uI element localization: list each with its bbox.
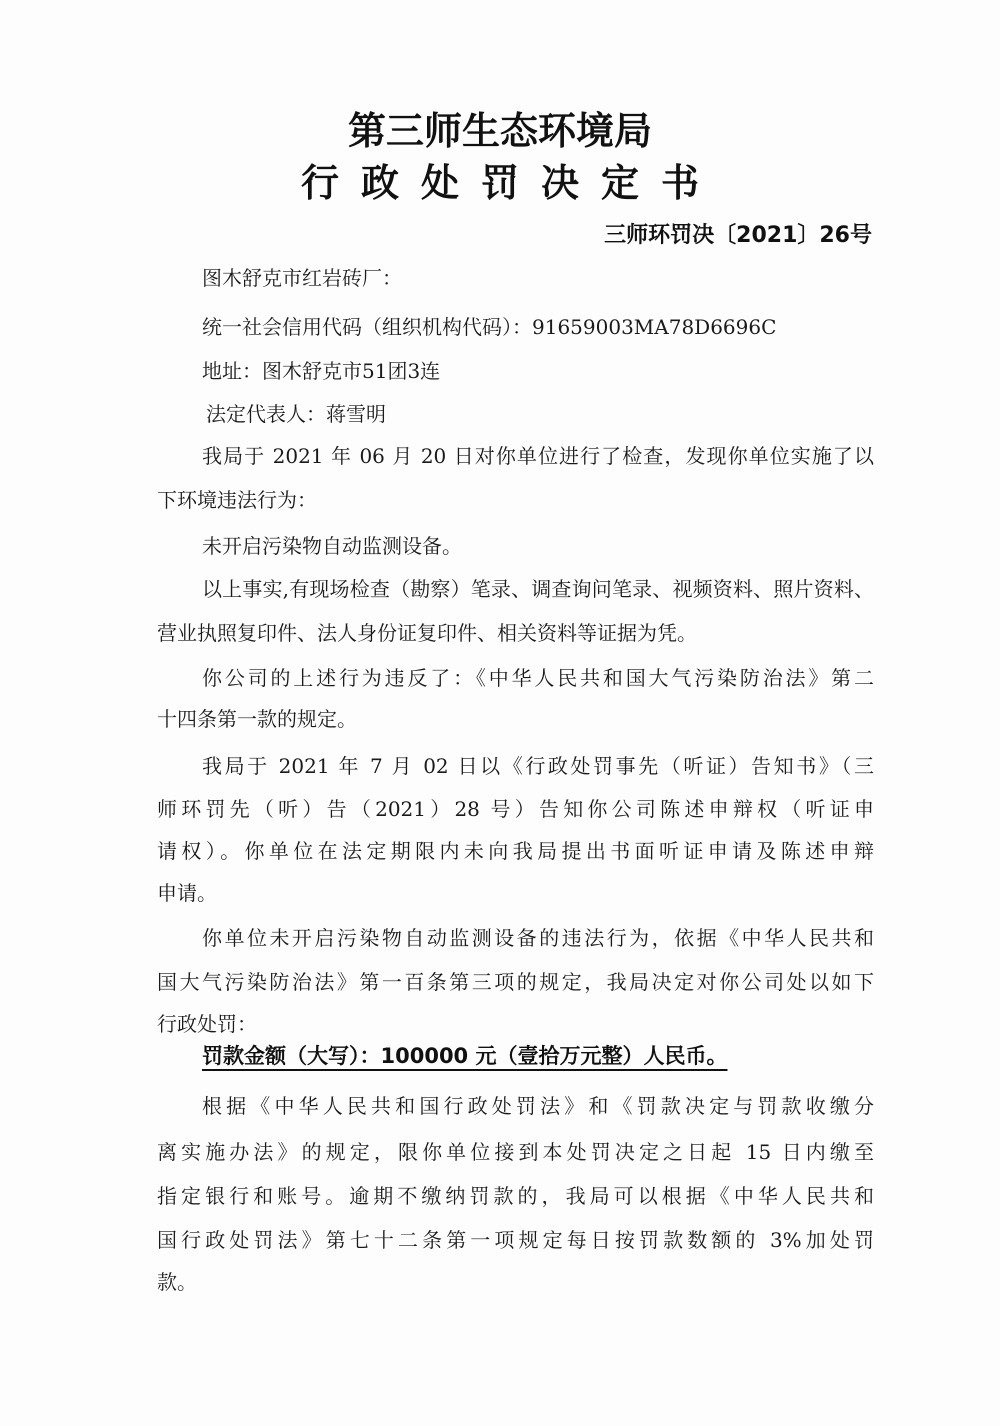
- evidence-paragraph-line1: 以上事实,有现场检查（勘察）笔录、调查询问笔录、视频资料、照片资料、: [202, 577, 874, 601]
- payment-paragraph-line5: 款。: [157, 1270, 197, 1294]
- legal-representative: 法定代表人：蒋雪明: [206, 402, 386, 426]
- payment-paragraph-line4: 国行政处罚法》第七十二条第一项规定每日按罚款数额的 3%加处罚: [157, 1228, 874, 1252]
- notice-paragraph-line1: 我局于 2021 年 7 月 02 日以《行政处罚事先（听证）告知书》（三: [202, 754, 874, 778]
- violation-description: 未开启污染物自动监测设备。: [202, 534, 462, 558]
- agency-title: 第三师生态环境局: [347, 109, 652, 153]
- payment-paragraph-line3: 指定银行和账号。逾期不缴纳罚款的，我局可以根据《中华人民共和: [157, 1184, 874, 1208]
- inspection-paragraph-line2: 下环境违法行为：: [157, 488, 317, 512]
- document-type-title: 行政处罚决定书: [300, 161, 721, 205]
- party-address: 地址：图木舒克市51团3连: [202, 359, 441, 383]
- document-number: 三师环罚决〔2021〕26号: [604, 223, 872, 248]
- notice-paragraph-line2: 师环罚先（听）告（2021）28 号）告知你公司陈述申辩权（听证申: [157, 797, 874, 821]
- fine-amount: 罚款金额（大写）：100000 元（壹拾万元整）人民币。: [202, 1044, 728, 1068]
- credit-code: 统一社会信用代码（组织机构代码）：91659003MA78D6696C: [202, 315, 777, 339]
- notice-paragraph-line3: 请权）。你单位在法定期限内未向我局提出书面听证申请及陈述申辩: [157, 839, 874, 863]
- inspection-paragraph-line1: 我局于 2021 年 06 月 20 日对你单位进行了检查，发现你单位实施了以: [202, 444, 874, 468]
- payment-paragraph-line1: 根据《中华人民共和国行政处罚法》和《罚款决定与罚款收缴分: [202, 1094, 874, 1118]
- decision-paragraph-line1: 你单位未开启污染物自动监测设备的违法行为，依据《中华人民共和: [202, 926, 874, 950]
- party-name: 图木舒克市红岩砖厂：: [202, 266, 402, 290]
- law-violated-line1: 你公司的上述行为违反了：《中华人民共和国大气污染防治法》第二: [202, 666, 874, 690]
- notice-paragraph-line4: 申请。: [157, 881, 217, 905]
- payment-paragraph-line2: 离实施办法》的规定，限你单位接到本处罚决定之日起 15 日内缴至: [157, 1140, 874, 1164]
- decision-paragraph-line3: 行政处罚：: [157, 1012, 257, 1036]
- decision-paragraph-line2: 国大气污染防治法》第一百条第三项的规定，我局决定对你公司处以如下: [157, 970, 874, 994]
- law-violated-line2: 十四条第一款的规定。: [157, 707, 357, 731]
- evidence-paragraph-line2: 营业执照复印件、法人身份证复印件、相关资料等证据为凭。: [157, 621, 697, 645]
